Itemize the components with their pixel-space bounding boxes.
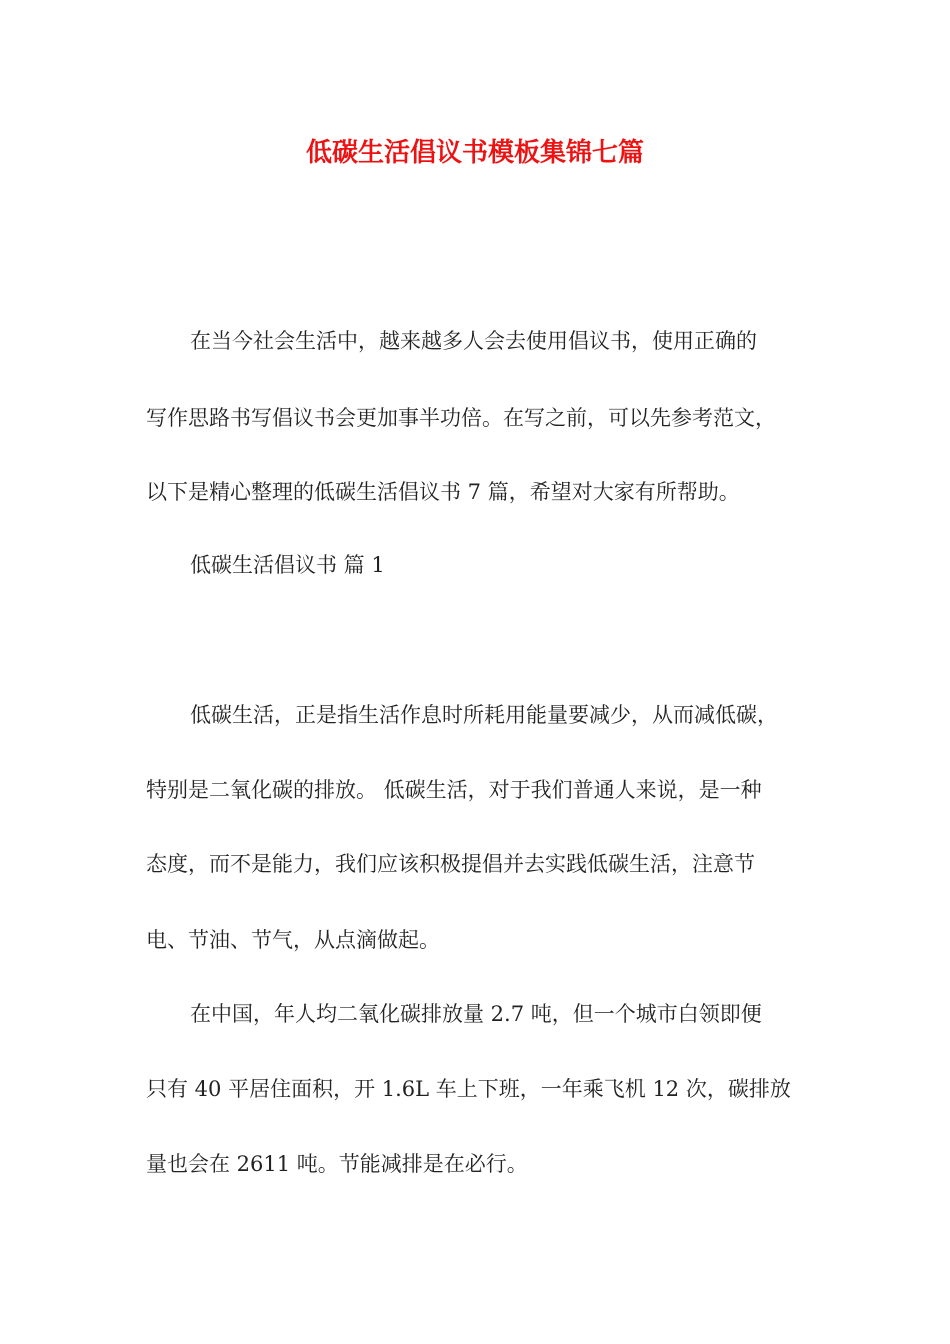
paragraph1-line: 电、节油、节气，从点滴做起。 [146,928,440,952]
paragraph2-line: 量也会在 2611 吨。节能减排是在必行。 [146,1152,528,1176]
document-title: 低碳生活倡议书模板集锦七篇 [305,138,644,168]
paragraph1-line: 特别是二氧化碳的排放。 低碳生活，对于我们普通人来说，是一种 [146,778,762,802]
intro-line: 以下是精心整理的低碳生活倡议书 7 篇，希望对大家有所帮助。 [146,480,740,504]
intro-line: 在当今社会生活中，越来越多人会去使用倡议书，使用正确的 [190,329,757,353]
paragraph1-line: 低碳生活，正是指生活作息时所耗用能量要减少，从而减低碳， [190,703,778,727]
paragraph2-line: 只有 40 平居住面积，开 1.6L 车上下班，一年乘飞机 12 次，碳排放 [146,1077,791,1101]
paragraph1-line: 态度，而不是能力，我们应该积极提倡并去实践低碳生活，注意节 [146,852,755,876]
intro-line: 写作思路书写倡议书会更加事半功倍。在写之前，可以先参考范文， [146,406,776,430]
paragraph2-line: 在中国，年人均二氧化碳排放量 2.7 吨，但一个城市白领即便 [190,1002,762,1026]
section-heading: 低碳生活倡议书 篇 1 [190,553,385,577]
